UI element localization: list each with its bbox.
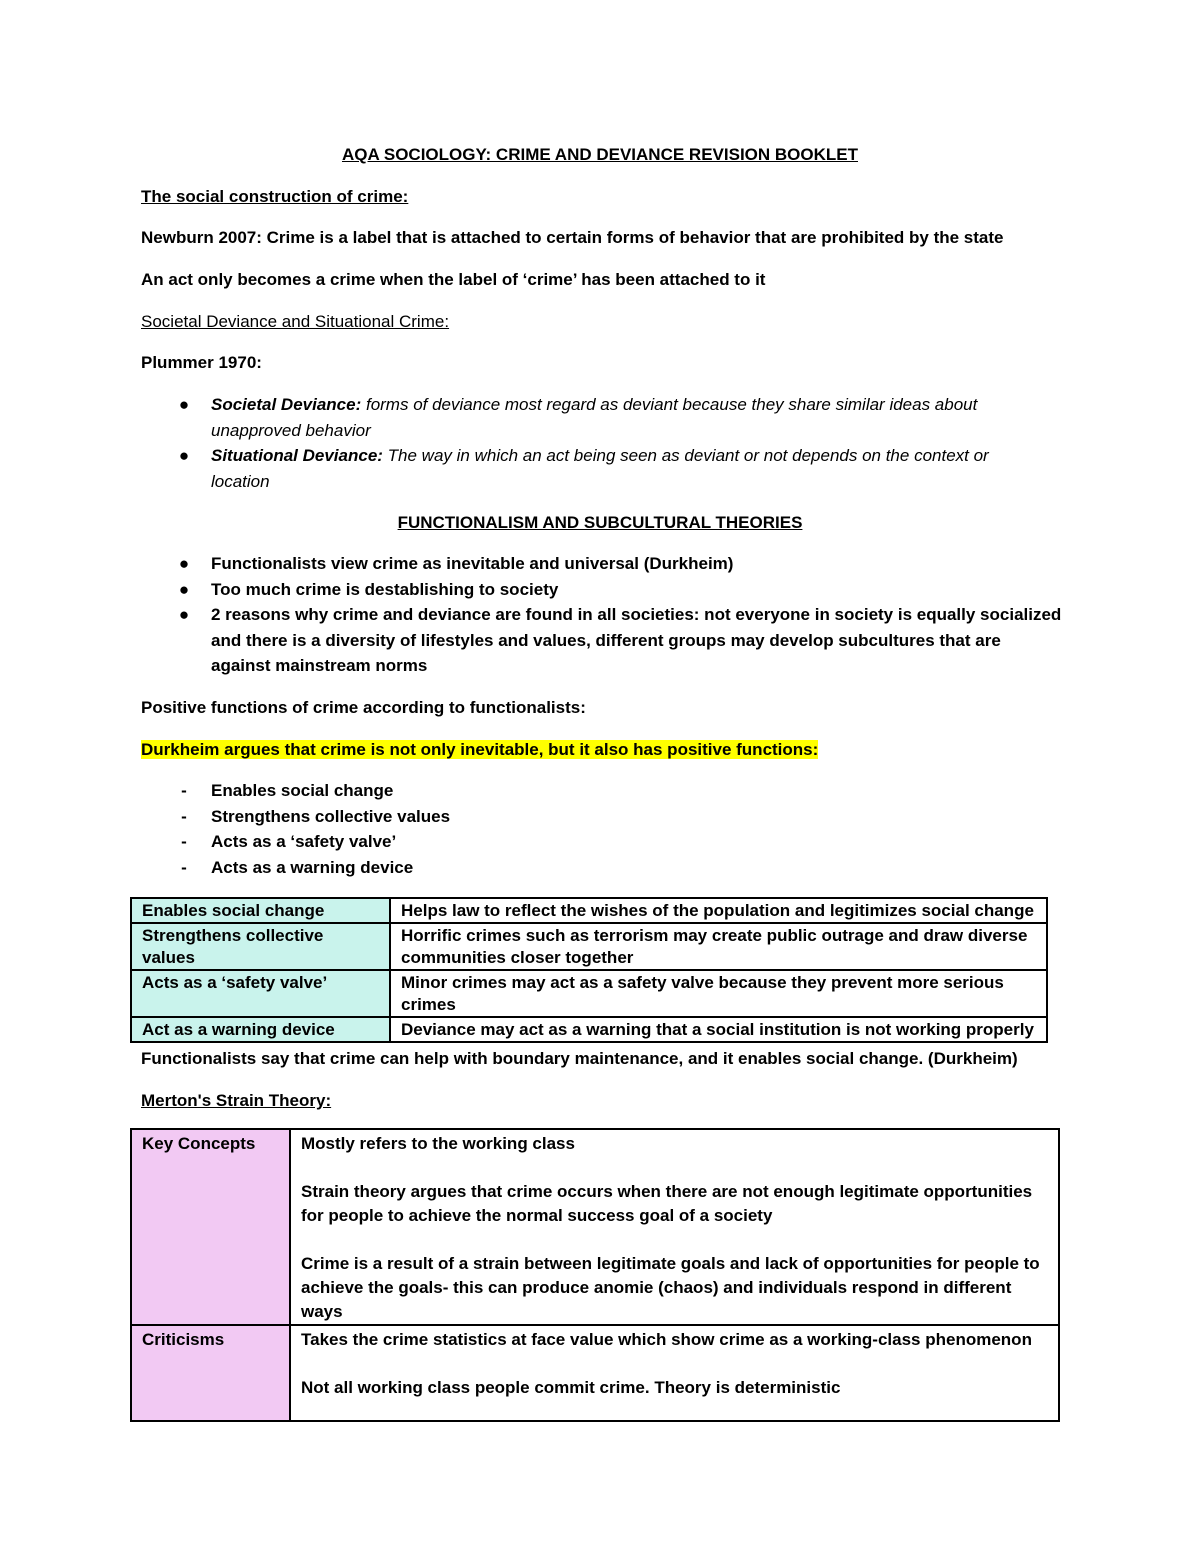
- list-item-text-continued: and there is a diversity of lifestyles and values, different groups may develop subcultures that are: [211, 630, 1001, 650]
- table-cell-description: Deviance may act as a warning that a social institution is not working properly: [390, 1017, 1047, 1042]
- bullet-icon: ●: [178, 554, 190, 573]
- table-row: [131, 898, 1047, 923]
- boundary-maintenance-text: Functionalists say that crime can help with boundary maintenance, and it enables social change. (Durkheim): [141, 1049, 1018, 1068]
- durkheim-highlight-text: [141, 739, 818, 761]
- bullet-icon: ●: [178, 605, 190, 624]
- term-definition: The way in which an act being seen as deviant or not depends on the context or: [382, 446, 989, 465]
- list-item-text-continued: against mainstream norms: [211, 656, 428, 675]
- table-cell-function: Act as a warning device: [131, 1017, 390, 1042]
- list-item-text: Strengthens collective values: [211, 806, 451, 826]
- table-cell-key-concepts-label: Key Concepts: [131, 1129, 290, 1325]
- plummer-heading: Plummer 1970:: [141, 353, 262, 372]
- bullet-icon: ●: [178, 579, 190, 599]
- table-cell-key-concepts: [290, 1129, 1059, 1325]
- positive-functions-heading: Positive functions of crime according to functionalists:: [141, 698, 586, 717]
- list-item: [141, 577, 1141, 603]
- plummer-bullet-list: [141, 392, 1141, 494]
- section-heading-social-construction: The social construction of crime:: [141, 187, 409, 206]
- dash-icon: -: [181, 832, 187, 851]
- highlighted-text: Durkheim argues that crime is not only inevitable, but it also has positive functions:: [141, 740, 819, 759]
- key-concept-paragraph: Mostly refers to the working class: [301, 1134, 575, 1153]
- positive-functions-dash-list: [141, 778, 1141, 880]
- table-cell-criticisms: [290, 1325, 1059, 1421]
- section-heading-functionalism: FUNCTIONALISM AND SUBCULTURAL THEORIES: [397, 513, 803, 532]
- merton-heading: Merton's Strain Theory:: [141, 1091, 332, 1110]
- dash-icon: -: [181, 781, 187, 800]
- criticism-paragraph: Not all working class people commit crime. Theory is deterministic: [301, 1378, 841, 1397]
- table-row: [131, 1129, 1059, 1325]
- paragraph-spacer: [301, 1352, 1048, 1376]
- table-cell-description: Helps law to reflect the wishes of the population and legitimizes social change: [390, 898, 1047, 923]
- key-concept-paragraph: Strain theory argues that crime occurs when there are not enough legitimate opportunities for people to achieve the normal success goal of a society: [301, 1182, 1033, 1225]
- section-heading-societal-deviance: Societal Deviance and Situational Crime:: [141, 312, 450, 331]
- criticism-paragraph: Takes the crime statistics at face value which show crime as a working-class phenomenon: [301, 1330, 1032, 1349]
- table-row: [131, 970, 1047, 1017]
- document-title: AQA SOCIOLOGY: CRIME AND DEVIANCE REVISION BOOKLET: [341, 145, 858, 164]
- table-cell-description: Minor crimes may act as a safety valve because they prevent more serious crimes: [390, 970, 1047, 1017]
- dash-icon: -: [181, 806, 187, 826]
- list-item-text: Too much crime is destablishing to society: [211, 579, 559, 599]
- act-becomes-crime-text: An act only becomes a crime when the label of ‘crime’ has been attached to it: [141, 270, 766, 289]
- table-cell-description: Horrific crimes such as terrorism may create public outrage and draw diverse communities closer together: [390, 923, 1047, 970]
- list-item: [141, 392, 1141, 443]
- list-item: [141, 829, 1141, 855]
- newburn-definition: Newburn 2007: Crime is a label that is attached to certain forms of behavior that are prohibited by the state: [141, 228, 1004, 247]
- list-item-text: Functionalists view crime as inevitable and universal (Durkheim): [211, 554, 734, 573]
- paragraph-spacer: [301, 1228, 1048, 1252]
- list-item: [141, 778, 1141, 804]
- table-cell-function: Strengthens collective values: [131, 923, 390, 970]
- table-row: [131, 1325, 1059, 1421]
- paragraph-spacer: [301, 1156, 1048, 1180]
- term-label: Situational Deviance:: [211, 446, 383, 465]
- list-item: [141, 443, 1141, 494]
- list-item: [141, 551, 1141, 577]
- list-item-text: Enables social change: [211, 781, 394, 800]
- list-item: [141, 804, 1141, 830]
- term-definition-continued: location: [211, 471, 270, 491]
- dash-icon: -: [181, 857, 187, 877]
- strain-theory-table: [130, 1128, 1060, 1422]
- key-concept-paragraph: Crime is a result of a strain between legitimate goals and lack of opportunities for people to achieve the goals- this can produce anomie (chaos) and individuals respond in different ways: [301, 1254, 1040, 1321]
- bullet-icon: ●: [178, 446, 190, 465]
- functions-table: [130, 897, 1048, 1043]
- term-definition-continued: unapproved behavior: [211, 420, 371, 440]
- table-row: [131, 923, 1047, 970]
- table-row: [131, 1017, 1047, 1042]
- list-item-text: 2 reasons why crime and deviance are found in all societies: not everyone in society is equally socialized: [211, 605, 1062, 624]
- functionalist-bullet-list: [141, 551, 1141, 679]
- term-label: Societal Deviance:: [211, 395, 362, 414]
- list-item: [141, 602, 1141, 679]
- table-cell-function: Acts as a ‘safety valve’: [131, 970, 390, 1017]
- table-cell-function: Enables social change: [131, 898, 390, 923]
- list-item-text: Acts as a warning device: [211, 857, 414, 877]
- list-item: [141, 855, 1141, 881]
- term-definition: forms of deviance most regard as deviant because they share similar ideas about: [361, 395, 978, 414]
- table-cell-criticisms-label: Criticisms: [131, 1325, 290, 1421]
- bullet-icon: ●: [178, 395, 190, 414]
- list-item-text: Acts as a ‘safety valve’: [211, 832, 397, 851]
